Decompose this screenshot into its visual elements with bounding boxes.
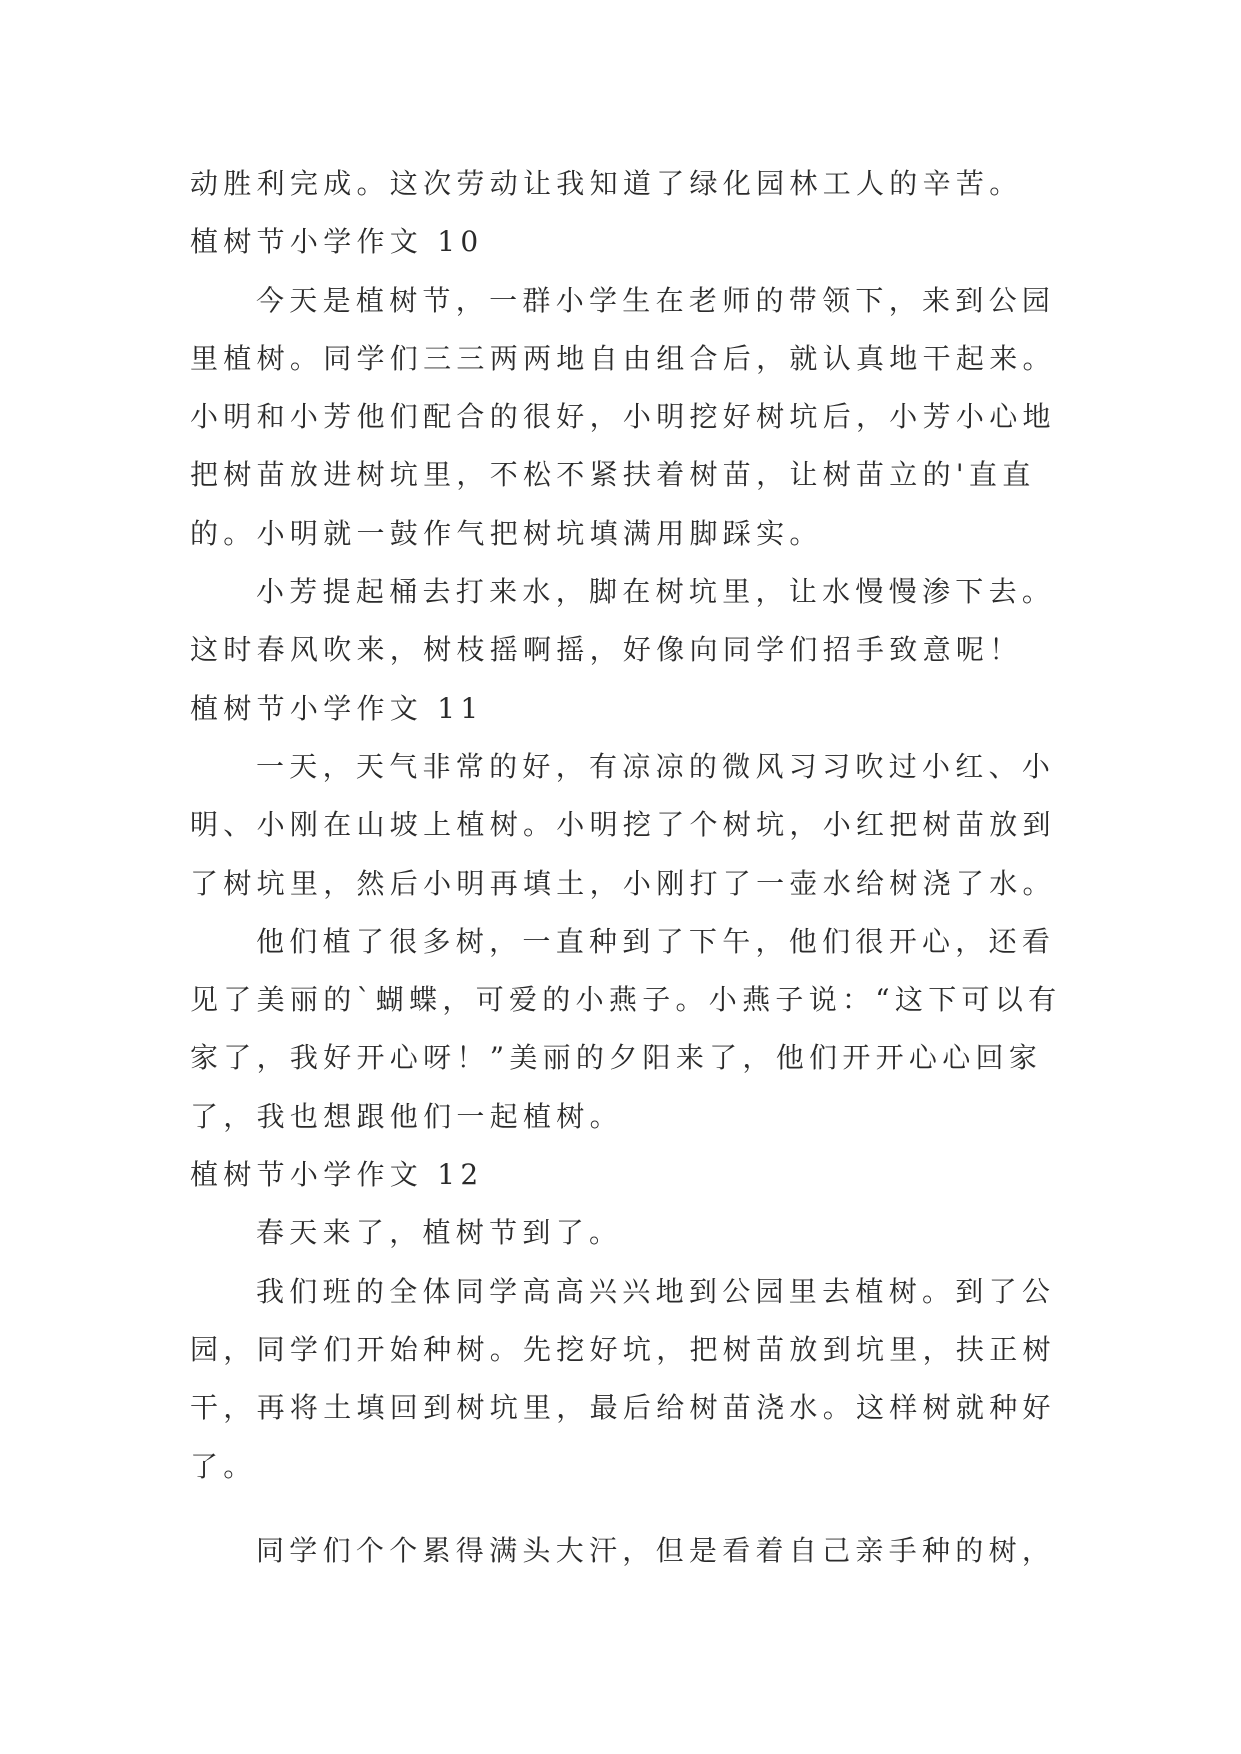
paragraph <box>190 1522 1090 1580</box>
paragraph <box>190 913 1090 1146</box>
text-line: 今天是植树节，一群小学生在老师的带领下，来到公园 <box>256 283 1056 317</box>
text-line: 见了美丽的`蝴蝶，可爱的小燕子。小燕子说：“这下可以有 <box>190 983 1062 1017</box>
text-line: 动胜利完成。这次劳动让我知道了绿化园林工人的辛苦。 <box>190 167 1023 200</box>
text-line: 小明和小芳他们配合的很好，小明挖好树坑后，小芳小心地 <box>190 400 1056 434</box>
paragraph <box>190 738 1090 913</box>
paragraph <box>190 1263 1090 1496</box>
text-line: 里植树。同学们三三两两地自由组合后，就认真地干起来。 <box>190 341 1056 375</box>
text-line: 我们班的全体同学高高兴兴地到公园里去植树。到了公 <box>256 1274 1056 1308</box>
essay-title: 植树节小学作文 11 <box>190 691 484 725</box>
essay-title: 植树节小学作文 12 <box>190 1158 484 1192</box>
paragraph <box>190 563 1090 680</box>
essay <box>190 1146 1090 1580</box>
text-line: 这时春风吹来，树枝摇啊摇，好像向同学们招手致意呢！ <box>190 633 1023 667</box>
text-line: 他们植了很多树，一直种到了下午，他们很开心，还看 <box>256 924 1056 958</box>
text-line: 春天来了，植树节到了。 <box>256 1216 623 1250</box>
text-line: 园，同学们开始种树。先挖好坑，把树苗放到坑里，扶正树 <box>190 1332 1056 1366</box>
paragraph <box>190 155 1090 213</box>
essay <box>190 680 1090 1146</box>
paragraph <box>190 272 1090 563</box>
essay-title: 植树节小学作文 10 <box>190 225 484 259</box>
text-line: 的。小明就一鼓作气把树坑填满用脚踩实。 <box>190 516 823 550</box>
text-line: 干，再将土填回到树坑里，最后给树苗浇水。这样树就种好 <box>190 1391 1056 1425</box>
text-line: 小芳提起桶去打来水，脚在树坑里，让水慢慢渗下去。 <box>256 575 1056 609</box>
text-line: 明、小刚在山坡上植树。小明挖了个树坑，小红把树苗放到 <box>190 808 1056 842</box>
text-line: 了。 <box>190 1449 257 1483</box>
text-line: 家了，我好开心呀！”美丽的夕阳来了，他们开开心心回家 <box>190 1041 1043 1075</box>
document-body <box>190 155 1090 1580</box>
text-line: 把树苗放进树坑里，不松不紧扶着树苗，让树苗立的'直直 <box>190 458 1036 492</box>
text-line: 一天，天气非常的好，有凉凉的微风习习吹过小红、小 <box>256 749 1056 783</box>
essay <box>190 213 1090 679</box>
text-line: 同学们个个累得满头大汗，但是看着自己亲手种的树， <box>256 1533 1056 1567</box>
text-line: 了，我也想跟他们一起植树。 <box>190 1099 623 1133</box>
paragraph <box>190 1204 1090 1262</box>
text-line: 了树坑里，然后小明再填土，小刚打了一壶水给树浇了水。 <box>190 866 1056 900</box>
